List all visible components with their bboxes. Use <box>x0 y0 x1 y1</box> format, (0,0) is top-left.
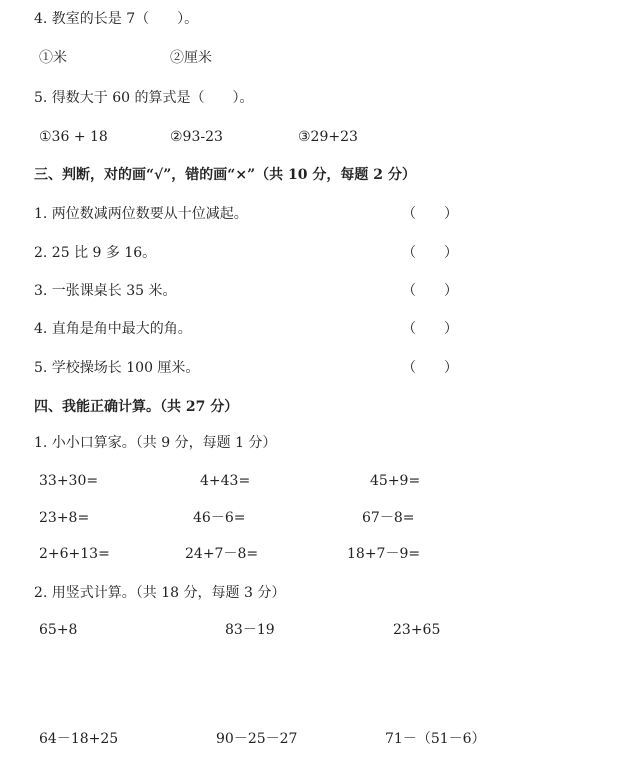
calc-problem: 65+8 <box>39 622 78 638</box>
question-5-text: 5. 得数大于 60 的算式是（ ）。 <box>34 90 254 106</box>
part-2-title: 2. 用竖式计算。（共 18 分，每题 3 分） <box>34 585 286 601</box>
calc-problem: 64－18+25 <box>39 731 119 747</box>
math-problem: 2+6+13= <box>39 546 110 562</box>
question-5-option-2: ②93-23 <box>170 129 223 145</box>
answer-blank: （ ） <box>402 206 458 222</box>
section-4-title: 四、我能正确计算。（共 27 分） <box>34 399 239 415</box>
calc-problem: 71－（51－6） <box>385 731 486 747</box>
math-problem: 18+7－9= <box>347 546 421 562</box>
answer-blank: （ ） <box>402 321 458 337</box>
answer-blank: （ ） <box>402 360 458 376</box>
math-problem: 23+8= <box>39 510 90 526</box>
math-problem: 67－8= <box>362 510 415 526</box>
answer-blank: （ ） <box>402 245 458 261</box>
question-5-option-1: ①36 + 18 <box>39 129 108 145</box>
judgment-item-text: 4. 直角是角中最大的角。 <box>34 321 192 337</box>
judgment-item-text: 5. 学校操场长 100 厘米。 <box>34 360 200 376</box>
calc-problem: 83－19 <box>225 622 275 638</box>
calc-problem: 90－25－27 <box>216 731 298 747</box>
question-4-text: 4. 教室的长是 7（ ）。 <box>34 11 199 27</box>
math-problem: 24+7－8= <box>185 546 259 562</box>
judgment-item-text: 2. 25 比 9 多 16。 <box>34 245 157 261</box>
math-problem: 46－6= <box>193 510 246 526</box>
question-4-option-2: ②厘米 <box>170 50 212 66</box>
answer-blank: （ ） <box>402 283 458 299</box>
math-problem: 4+43= <box>200 473 251 489</box>
section-3-title: 三、判断，对的画“√”，错的画“×”（共 10 分，每题 2 分） <box>34 167 416 183</box>
question-5-option-3: ③29+23 <box>298 129 358 145</box>
question-4-option-1: ①米 <box>39 50 67 66</box>
judgment-item-text: 1. 两位数减两位数要从十位减起。 <box>34 206 248 222</box>
math-problem: 33+30= <box>39 473 99 489</box>
math-problem: 45+9= <box>370 473 421 489</box>
calc-problem: 23+65 <box>393 622 441 638</box>
judgment-item-text: 3. 一张课桌长 35 米。 <box>34 283 177 299</box>
part-1-title: 1. 小小口算家。（共 9 分，每题 1 分） <box>34 435 277 451</box>
